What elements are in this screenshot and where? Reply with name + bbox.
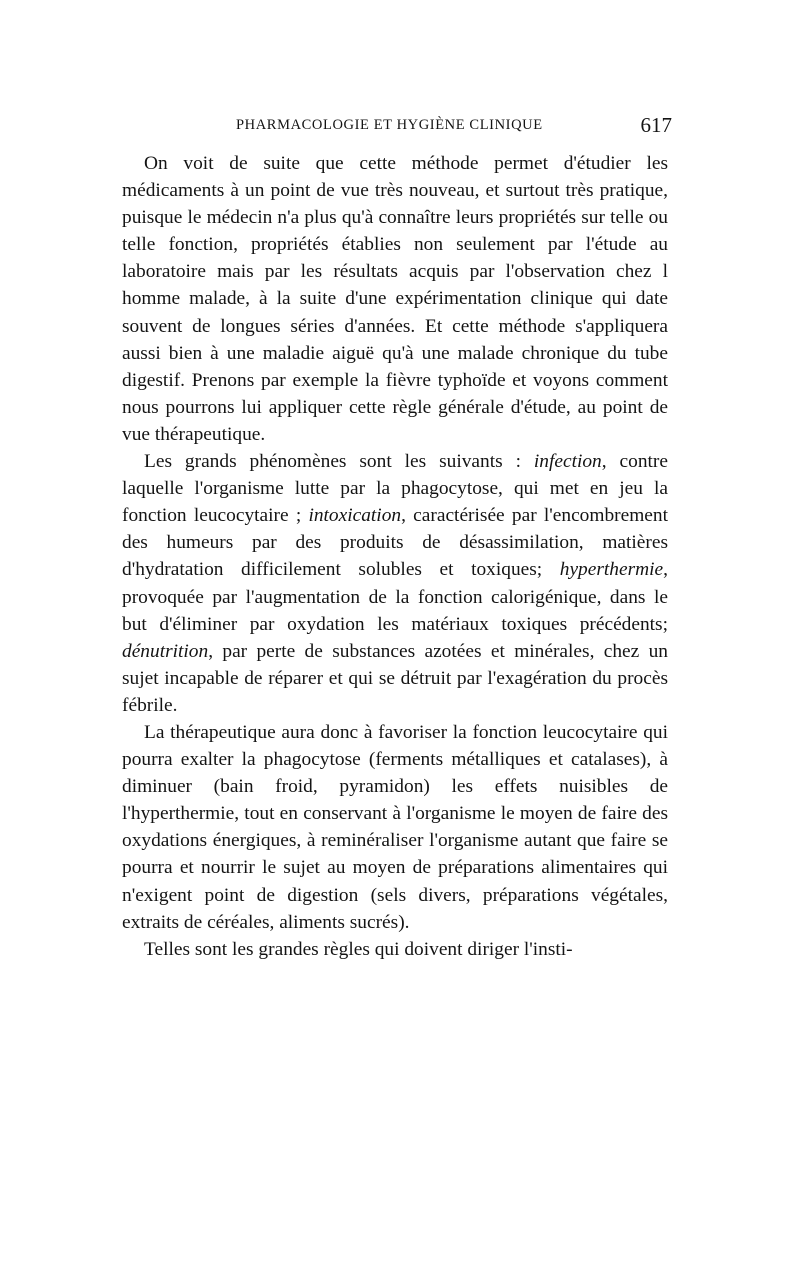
text-run: La thérapeutique aura donc à favoriser la fonction leucocytaire qui pourra exalter la phagocytose (ferments métalliques et catalases), à diminuer (bain froid, pyramidon) les effets nuisibles de l'hyperthermie, tout en conservant à l'organisme le moyen de faire des oxydations énergiques, à reminéraliser l'organisme autant que faire se pourra et nourrir le sujet au moyen de préparations alimentaires qui n'exigent point de digestion (sels divers, préparations végétales, extraits de céréales, aliments sucrés).	[122, 721, 668, 933]
body-text	[122, 150, 668, 963]
running-header	[236, 115, 676, 141]
text-run: , contre laquelle l'organisme lutte par la phagocytose, qui met en jeu la fonction leucocytaire ;	[122, 451, 668, 527]
running-title: PHARMACOLOGIE ET HYGIÈNE CLINIQUE	[236, 117, 543, 133]
text-run: , par perte de substances azotées et minérales, chez un sujet incapable de réparer et qui se détruit par l'exagération du procès fébrile.	[122, 640, 668, 716]
italic-term: dénutrition	[122, 640, 209, 662]
text-run: On voit de suite que cette méthode permet d'étudier les médicaments à un point de vue très nouveau, et surtout très pratique, puisque le médecin n'a plus qu'à connaître leurs propriétés sur telle ou telle fonction, propriétés établies non seulement par l'étude au laboratoire mais par les résultats acquis par l'observation chez l homme malade, à la suite d'une expérimentation clinique qui date souvent de longues séries d'années. Et cette méthode s'appliquera aussi bien à une maladie aiguë qu'à une malade chronique du tube digestif. Prenons par exemple la fièvre typhoïde et voyons comment nous pourrons lui appliquer cette règle générale d'étude, au point de vue thérapeutique.	[122, 153, 668, 445]
italic-term: intoxication	[308, 505, 402, 527]
text-run: Telles sont les grandes règles qui doivent diriger l'insti-	[144, 938, 573, 960]
text-run: , caractérisée par l'encombrement des humeurs par des produits de désassimilation, matières d'hydratation difficilement solubles et toxiques;	[122, 505, 668, 581]
paragraph	[122, 936, 668, 963]
paragraph	[122, 719, 668, 936]
page-number: 617	[640, 113, 672, 137]
italic-term: hyperthermie	[559, 559, 664, 581]
italic-term: infection	[533, 451, 602, 473]
paragraph	[122, 448, 668, 719]
text-run: , provoquée par l'augmentation de la fonction calorigénique, dans le but d'éliminer par oxydation les matériaux toxiques précédents;	[122, 559, 668, 635]
text-run: Les grands phénomènes sont les suivants :	[144, 451, 534, 473]
paragraph	[122, 150, 668, 448]
